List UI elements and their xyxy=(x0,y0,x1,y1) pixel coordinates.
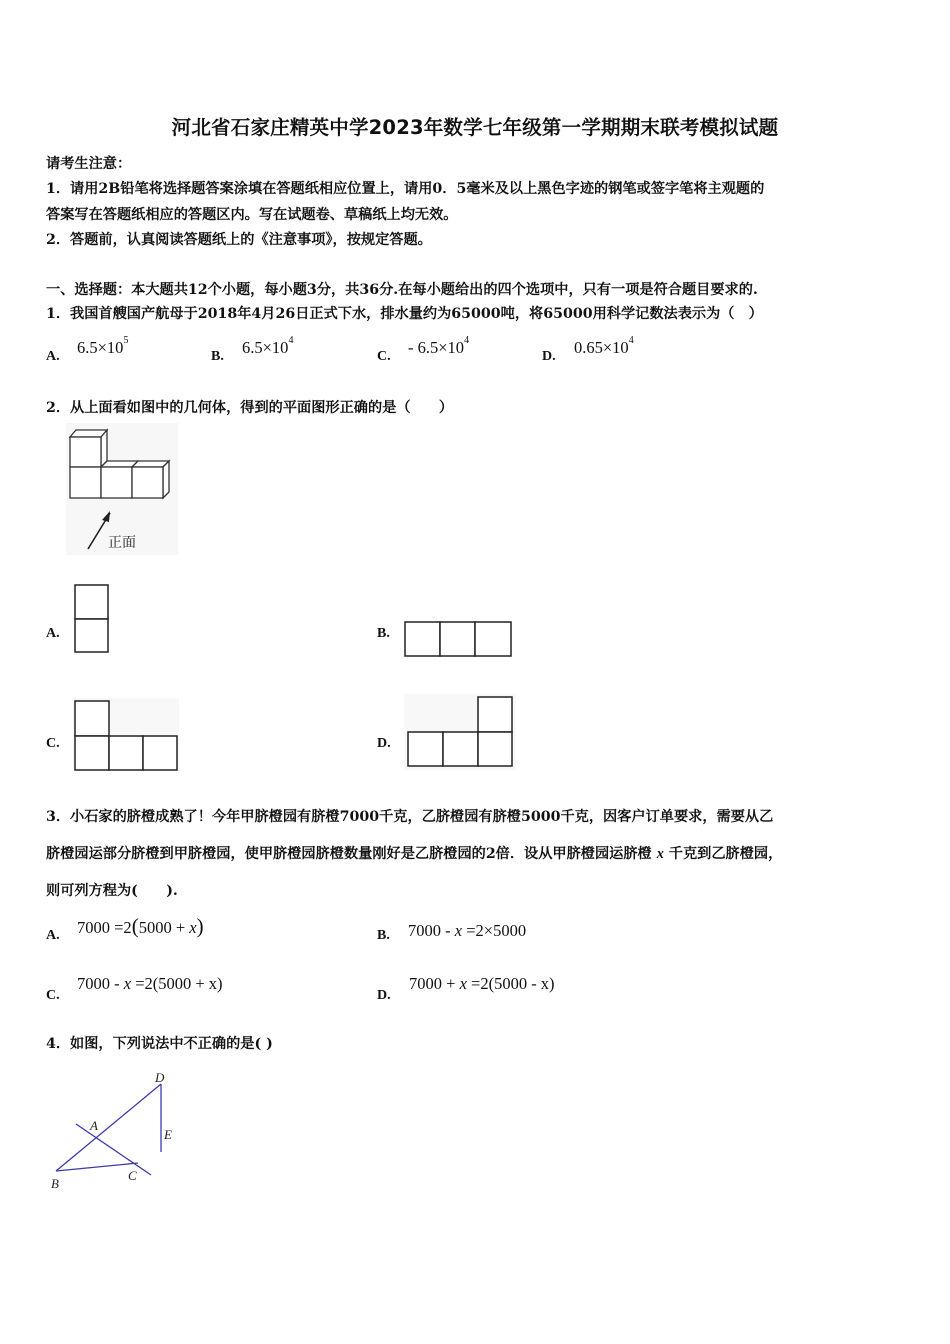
q1-a-base: 6.5 xyxy=(77,338,98,357)
q2-option-c-label[interactable]: C. xyxy=(46,736,60,751)
q1-option-b[interactable] xyxy=(242,335,294,358)
page-title: 河北省石家庄精英中学2023年数学七年级第一学期期末联考模拟试题 xyxy=(171,116,779,139)
q3-a-left: 7000 =2 xyxy=(77,918,132,937)
section-heading: 一、选择题：本大题共12个小题，每小题3分，共36分.在每小题给出的四个选项中，只有一项是符合题目要求的. xyxy=(46,282,758,298)
q1-option-d-label[interactable]: D. xyxy=(542,349,556,364)
q2-solid-figure xyxy=(66,423,178,555)
point-label-c: C xyxy=(128,1168,137,1183)
q1-c-exp: 4 xyxy=(464,335,470,346)
front-label: 正面 xyxy=(108,535,136,551)
q1-d-exp: 4 xyxy=(628,335,634,346)
q3-c-var: x xyxy=(123,974,132,993)
segment-bc xyxy=(56,1163,138,1171)
q3-option-d[interactable] xyxy=(409,974,555,994)
q3-d-right: =2(5000 - x) xyxy=(466,974,555,993)
q3-d-var: x xyxy=(459,974,467,993)
notice-heading: 请考生注意： xyxy=(46,156,132,172)
point-label-d: D xyxy=(155,1070,165,1085)
q3-a-paren-open: ( xyxy=(131,914,139,938)
q3-line-2-text: 脐橙园运部分脐橙到甲脐橙园，使甲脐橙园脐橙数量刚好是乙脐橙园的2倍．设从甲脐橙园运脐橙 xyxy=(46,846,652,862)
q1-b-times: ×10 xyxy=(262,338,289,357)
q2-option-b-label[interactable]: B. xyxy=(377,626,390,641)
q1-c-times: ×10 xyxy=(438,338,465,357)
line-bd xyxy=(56,1084,161,1171)
q3-option-b[interactable] xyxy=(408,921,526,941)
q1-d-times: ×10 xyxy=(602,338,629,357)
q3-option-d-label[interactable]: D. xyxy=(377,988,391,1003)
notice-line-1b: 答案写在答题纸相应的答题区内。写在试题卷、草稿纸上均无效。 xyxy=(46,207,458,223)
q1-option-a[interactable] xyxy=(77,335,129,358)
q1-option-b-label[interactable]: B. xyxy=(211,349,224,364)
q3-line-1: 3．小石家的脐橙成熟了！今年甲脐橙园有脐橙7000千克，乙脐橙园有脐橙5000千克，因客户订单要求，需要从乙 xyxy=(46,809,774,825)
point-label-b: B xyxy=(51,1176,59,1191)
q1-option-d[interactable] xyxy=(574,335,634,358)
q2-option-b-figure[interactable] xyxy=(404,620,514,658)
q2-option-d-label[interactable]: D. xyxy=(377,736,391,751)
q2-option-a-label[interactable]: A. xyxy=(46,626,60,641)
q1-c-base: - 6.5 xyxy=(408,338,439,357)
q3-variable: x xyxy=(656,846,664,862)
notice-line-1: 1．请用2B铅笔将选择题答案涂填在答题纸相应位置上，请用0．5毫米及以上黑色字迹的钢笔或签字笔将主观题的 xyxy=(46,181,765,197)
q4-stem: 4．如图，下列说法中不正确的是( ) xyxy=(46,1036,273,1052)
q1-stem: 1．我国首艘国产航母于2018年4月26日正式下水，排水量约为65000吨，将65000用科学记数法表示为（ ） xyxy=(46,306,763,322)
q3-line-2 xyxy=(46,843,782,863)
q2-option-a-figure[interactable] xyxy=(74,584,110,654)
q1-d-base: 0.65 xyxy=(574,338,603,357)
q1-b-exp: 4 xyxy=(288,335,294,346)
q3-option-c[interactable] xyxy=(77,974,223,994)
q4-figure xyxy=(46,1064,196,1194)
q3-b-right: =2×5000 xyxy=(462,921,527,940)
q3-c-left: 7000 - xyxy=(77,974,124,993)
q3-option-c-label[interactable]: C. xyxy=(46,988,60,1003)
q1-option-c[interactable] xyxy=(408,335,470,358)
q3-a-mid: 5000 + xyxy=(138,918,190,937)
q1-b-base: 6.5 xyxy=(242,338,263,357)
point-label-a: A xyxy=(90,1118,98,1133)
q1-a-times: ×10 xyxy=(97,338,124,357)
q3-line-3: 则可列方程为( ). xyxy=(46,883,178,899)
q3-d-left: 7000 + xyxy=(409,974,460,993)
point-label-e: E xyxy=(164,1127,172,1142)
q1-option-c-label[interactable]: C. xyxy=(377,349,391,364)
q3-c-right: =2(5000 + x) xyxy=(131,974,223,993)
q3-a-paren-close: ) xyxy=(196,914,204,938)
q3-a-var: x xyxy=(189,918,197,937)
notice-line-2: 2．答题前，认真阅读答题纸上的《注意事项》，按规定答题。 xyxy=(46,232,432,248)
q3-option-a[interactable] xyxy=(77,914,204,939)
q3-b-left: 7000 - xyxy=(408,921,455,940)
q2-option-d-figure[interactable] xyxy=(404,694,516,770)
q3-b-var: x xyxy=(454,921,463,940)
q1-a-exp: 5 xyxy=(123,335,129,346)
q1-option-a-label[interactable]: A. xyxy=(46,349,60,364)
q2-stem: 2．从上面看如图中的几何体，得到的平面图形正确的是（ ） xyxy=(46,400,454,416)
q3-option-b-label[interactable]: B. xyxy=(377,928,390,943)
q2-option-c-figure[interactable] xyxy=(73,698,181,773)
q3-line-2-end: 千克到乙脐橙园， xyxy=(668,846,783,862)
q3-option-a-label[interactable]: A. xyxy=(46,928,60,943)
